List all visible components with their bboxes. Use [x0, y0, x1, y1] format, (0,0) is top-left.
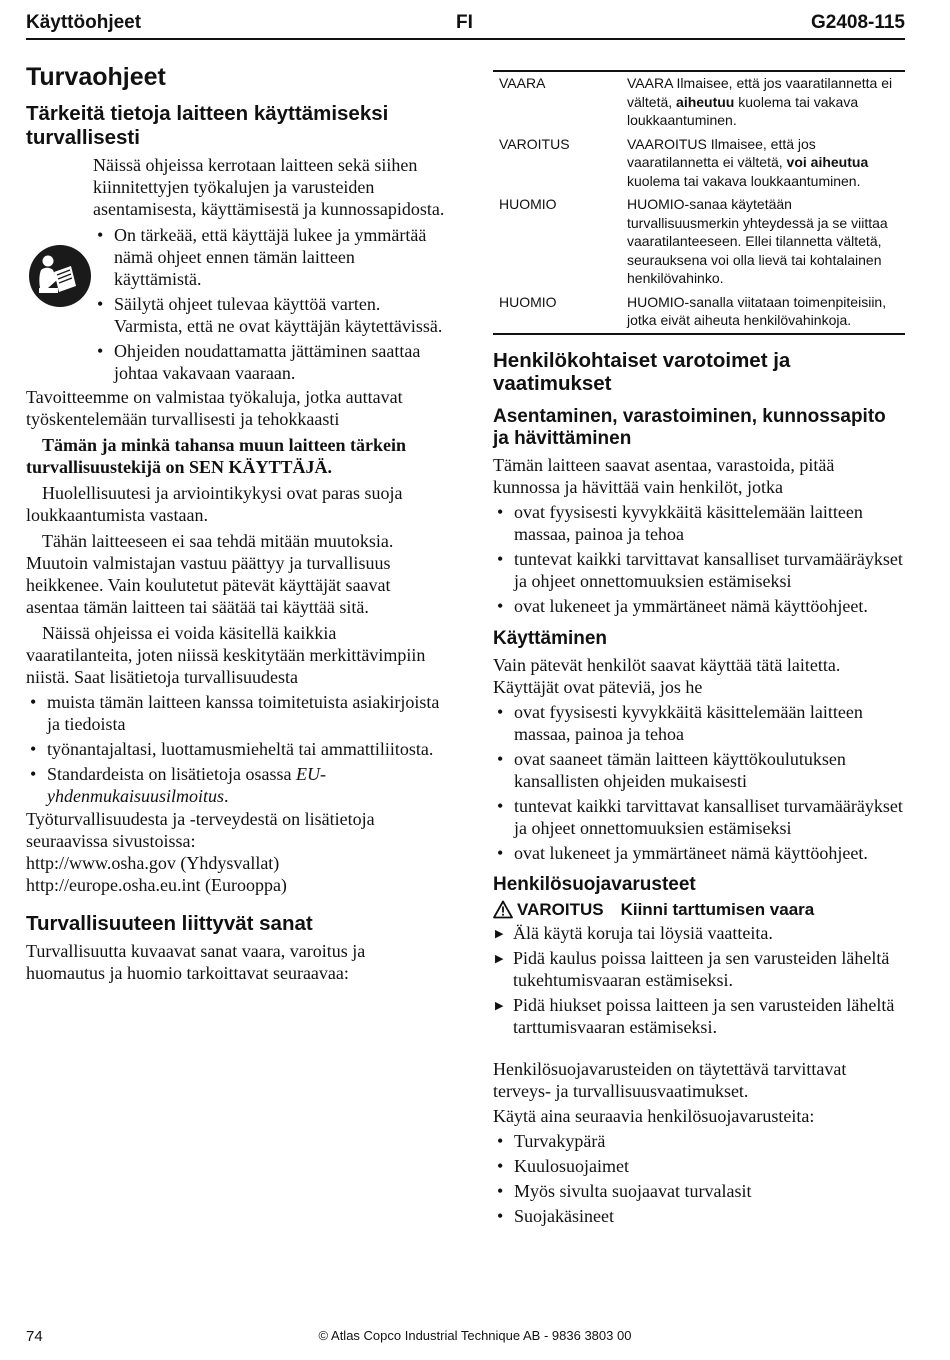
page-number: 74 — [26, 1328, 43, 1345]
ppe-bullet: • Suojakäsineet — [493, 1205, 905, 1227]
no-modify-text: Tähän laitteeseen ei saa tehdä mitään muutoksia. Muutoin valmistajan vastuu päättyy ja turvallisuus heikkenee. Vain koulutetut pätevät käyttäjät saavat asentaa tämän laitteen tai säätää tai käyttää sitä. — [26, 530, 394, 617]
ppe-bullet: • Myös sivulta suojaavat turvalasit — [493, 1180, 905, 1202]
signal-words-text: Turvallisuutta kuvaavat sanat vaara, varoitus ja huomautus ja huomio tarkoittavat seuraavaa: — [26, 940, 366, 983]
header-language: FI — [456, 12, 473, 33]
care-text: Huolellisuutesi ja arviointikykysi ovat paras suoja loukkaantumista vastaan. — [26, 482, 403, 525]
ppe-bullet: • Turvakypärä — [493, 1130, 905, 1152]
intro-block — [26, 154, 446, 384]
warning-item: ▶ Pidä kaulus poissa laitteen ja sen varusteiden läheltä tukehtumisvaaran estämiseksi. — [493, 947, 905, 991]
use-bullet: • ovat saaneet tämän laitteen käyttökoulutuksen kansallisten ohjeiden mukaisesti — [493, 748, 905, 792]
key-factor-text: Tämän ja minkä tahansa muun laitteen tärkein turvallisuustekijä on SEN KÄYTTÄJÄ. — [26, 434, 407, 477]
use-bullet: • ovat fyysisesti kyvykkäitä käsittelemään laitteen massaa, painoa ja tehoa — [493, 701, 905, 745]
goal-text: Tavoitteemme on valmistaa työkaluja, jotka auttavat työskentelemään turvallisesti ja tehokkaasti — [26, 386, 403, 429]
osh-text: Työturvallisuudesta ja -terveydestä on lisätietoja seuraavissa sivustoissa: — [26, 808, 375, 851]
use-text: Vain pätevät henkilöt saavat käyttää tätä laitetta. Käyttäjät ovat päteviä, jos he — [493, 655, 841, 697]
copyright-footer: © Atlas Copco Industrial Technique AB - 9836 3803 00 — [318, 1328, 632, 1343]
intro-text: Näissä ohjeissa kerrotaan laitteen sekä siihen kiinnitettyjen työkalujen ja varusteiden asentamisesta, käyttämisestä ja kunnossapidosta. — [93, 154, 445, 219]
table-row — [493, 133, 905, 194]
table-row — [493, 291, 905, 334]
signal-word: VAROITUS — [499, 135, 570, 152]
table-row — [493, 71, 905, 133]
install-bullet: • ovat lukeneet ja ymmärtäneet nämä käyttöohjeet. — [493, 595, 905, 617]
table-row — [493, 193, 905, 291]
signal-word-table — [493, 70, 905, 335]
signal-description: HUOMIO-sanalla viitataan toimenpiteisiin, jotka eivät aiheuta henkilövahinkoja. — [627, 293, 887, 328]
ppe-requirement-text: Henkilösuojavarusteiden on täytettävä tarvittavat terveys- ja turvallisuusvaatimukset. — [493, 1058, 847, 1101]
standards-prefix: Standardeista on lisätietoja osassa — [47, 763, 296, 784]
install-bullet: • tuntevat kaikki tarvittavat kansalliset turvamääräykset ja ohjeet onnettomuuksien estämiseksi — [493, 548, 905, 592]
standards-suffix: . — [224, 785, 229, 806]
warning-label: VAROITUS — [517, 899, 604, 919]
warning-title: Kiinni tarttumisen vaara — [620, 899, 815, 919]
signal-word: VAARA — [499, 75, 546, 91]
signal-description: HUOMIO-sanaa käytetään turvallisuusmerkin yhteydessä ja se viittaa vaaratilanteeseen. Ellei tilannetta vältetä, seurauksena voi olla lievä tai kohtalainen henkilövahinko. — [627, 196, 888, 286]
standards-link[interactable]: EU-yhdenmukaisuusilmoitus — [47, 763, 326, 806]
section-title-ppe: Henkilösuojavarusteet — [493, 874, 696, 895]
warning-heading — [493, 900, 905, 920]
osha-us-link[interactable]: http://www.osha.gov (Yhdysvallat) — [26, 852, 280, 873]
ppe-always-text: Käytä aina seuraavia henkilösuojavarusteita: — [493, 1105, 815, 1126]
use-bullet: • ovat lukeneet ja ymmärtäneet nämä käyttöohjeet. — [493, 842, 905, 864]
page-title: Turvaohjeet — [26, 63, 166, 91]
warning-triangle-icon — [493, 900, 513, 919]
signal-description: VAARA Ilmaisee, että jos vaaratilannetta ei vältetä, aiheutuu kuolema tai vakava loukkaantuminen. — [627, 75, 893, 128]
signal-word: HUOMIO — [499, 196, 557, 212]
warning-item: ▶ Pidä hiukset poissa laitteen ja sen varusteiden läheltä tarttumisvaaran estämiseksi. — [493, 994, 905, 1038]
install-bullet: • ovat fyysisesti kyvykkäitä käsittelemään laitteen massaa, painoa ja tehoa — [493, 501, 905, 545]
ppe-bullet: • Kuulosuojaimet — [493, 1155, 905, 1177]
intro-bullet: • Säilytä ohjeet tulevaa käyttöä varten. Varmista, että ne ovat käyttäjän käytettävissä. — [93, 293, 446, 337]
right-column — [493, 70, 905, 1230]
info-bullet: • työnantajaltasi, luottamusmieheltä tai ammattiliitosta. — [26, 738, 446, 760]
osha-eu-link[interactable]: http://europe.osha.eu.int (Eurooppa) — [26, 874, 287, 895]
intro-bullet: • Ohjeiden noudattamatta jättäminen saattaa johtaa vakavaan vaaraan. — [93, 340, 446, 384]
warning-item: ▶ Älä käytä koruja tai löysiä vaatteita. — [493, 922, 905, 944]
intro-bullet: • On tärkeää, että käyttäjä lukee ja ymmärtää nämä ohjeet ennen tämän laitteen käyttämistä. — [93, 224, 446, 290]
section-title-install: Asentaminen, varastoiminen, kunnossapito ja hävittäminen — [493, 406, 886, 450]
signal-word: HUOMIO — [499, 293, 557, 310]
section-title-personal: Henkilökohtaiset varotoimet ja vaatimukset — [493, 348, 791, 396]
install-text: Tämän laitteen saavat asentaa, varastoida, pitää kunnossa ja hävittää vain henkilöt, jotka — [493, 455, 835, 498]
signal-description: VAAROITUS Ilmaisee, että jos vaaratilannetta ei vältetä, voi aiheutua kuolema tai vakava loukkaantuminen. — [627, 135, 869, 189]
info-bullet-standards — [26, 763, 446, 807]
section-title-use: Käyttäminen — [493, 628, 608, 650]
page-header — [26, 8, 905, 40]
header-model: G2408-115 — [810, 12, 905, 33]
read-manual-icon — [28, 244, 92, 308]
use-bullet: • tuntevat kaikki tarvittavat kansalliset turvamääräykset ja ohjeet onnettomuuksien estämiseksi — [493, 795, 905, 839]
left-column — [26, 62, 446, 984]
header-doc-type: Käyttöohjeet — [26, 12, 142, 33]
info-bullet: • muista tämän laitteen kanssa toimitetuista asiakirjoista ja tiedoista — [26, 691, 446, 735]
section-title-signal-words: Turvallisuuteen liittyvät sanat — [26, 911, 313, 935]
not-all-text: Näissä ohjeissa ei voida käsitellä kaikkia vaaratilanteita, joten niissä keskitytään merkittävimpiin niistä. Saat lisätietoja turvallisuudesta — [26, 622, 426, 687]
section-title-important: Tärkeitä tietoja laitteen käyttämiseksi turvallisesti — [26, 102, 389, 149]
